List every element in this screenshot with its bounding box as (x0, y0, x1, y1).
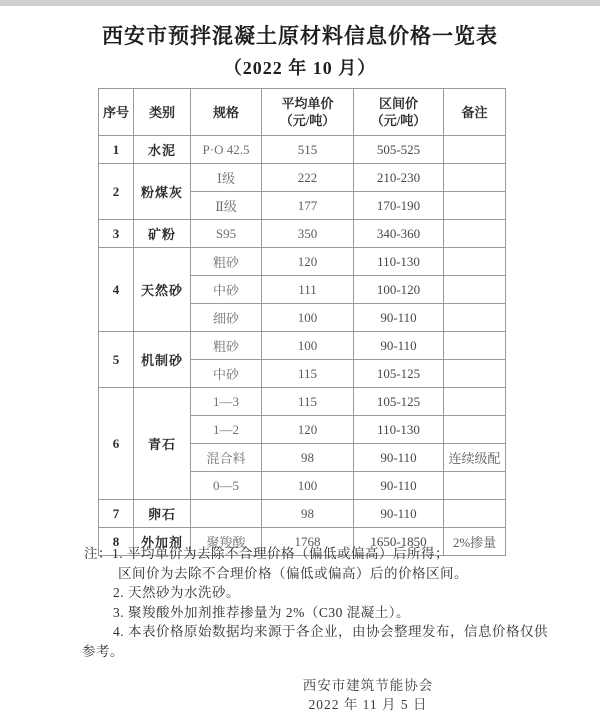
cell-serial-number: 5 (99, 332, 134, 388)
cell-remark (444, 192, 506, 220)
cell-specification: 混合料 (191, 444, 262, 472)
footnotes (80, 544, 548, 661)
cell-specification: 1—3 (191, 388, 262, 416)
cell-price-range: 110-130 (354, 416, 444, 444)
cell-remark (444, 500, 506, 528)
cell-specification: 聚羧酸 (191, 528, 262, 556)
cell-remark (444, 164, 506, 192)
table-row (99, 332, 506, 360)
cell-average-price: 120 (262, 248, 354, 276)
cell-category: 天然砂 (134, 248, 191, 332)
cell-price-range: 170-190 (354, 192, 444, 220)
cell-price-range: 100-120 (354, 276, 444, 304)
cell-specification: 中砂 (191, 276, 262, 304)
cell-category: 卵石 (134, 500, 191, 528)
cell-price-range: 90-110 (354, 444, 444, 472)
cell-specification: Ⅰ级 (191, 164, 262, 192)
column-header: 序号 (99, 89, 134, 136)
cell-specification: 细砂 (191, 304, 262, 332)
cell-average-price: 1768 (262, 528, 354, 556)
column-header: 区间价 （元/吨） (354, 89, 444, 136)
cell-remark (444, 276, 506, 304)
cell-category: 机制砂 (134, 332, 191, 388)
signature-block (258, 676, 478, 714)
issuing-organization: 西安市建筑节能协会 (302, 678, 434, 693)
cell-remark (444, 220, 506, 248)
column-header: 规格 (191, 89, 262, 136)
cell-specification: P·O 42.5 (191, 136, 262, 164)
cell-remark (444, 472, 506, 500)
cell-average-price: 98 (262, 500, 354, 528)
cell-specification: 粗砂 (191, 248, 262, 276)
cell-specification: 中砂 (191, 360, 262, 388)
cell-price-range: 90-110 (354, 500, 444, 528)
cell-average-price: 350 (262, 220, 354, 248)
cell-price-range: 340-360 (354, 220, 444, 248)
price-table (98, 88, 506, 556)
cell-specification: 0—5 (191, 472, 262, 500)
cell-average-price: 111 (262, 276, 354, 304)
cell-remark (444, 416, 506, 444)
cell-serial-number: 3 (99, 220, 134, 248)
table-row (99, 164, 506, 192)
cell-specification: 粗砂 (191, 332, 262, 360)
column-header: 平均单价 （元/吨） (262, 89, 354, 136)
footnote-line: 参考。 (82, 643, 124, 659)
table-row (99, 388, 506, 416)
cell-category: 粉煤灰 (134, 164, 191, 220)
cell-price-range: 210-230 (354, 164, 444, 192)
cell-average-price: 222 (262, 164, 354, 192)
cell-specification (191, 500, 262, 528)
cell-category: 青石 (134, 388, 191, 500)
cell-average-price: 120 (262, 416, 354, 444)
page-title: 西安市预拌混凝土原材料信息价格一览表 (102, 24, 498, 48)
cell-serial-number: 6 (99, 388, 134, 500)
cell-price-range: 90-110 (354, 332, 444, 360)
table-row (99, 136, 506, 164)
cell-specification: S95 (191, 220, 262, 248)
table-row (99, 500, 506, 528)
page-subtitle: （2022 年 10 月） (223, 58, 377, 78)
cell-category: 水泥 (134, 136, 191, 164)
column-header: 备注 (444, 89, 506, 136)
cell-average-price: 100 (262, 304, 354, 332)
cell-average-price: 515 (262, 136, 354, 164)
cell-serial-number: 1 (99, 136, 134, 164)
cell-serial-number: 4 (99, 248, 134, 332)
cell-serial-number: 7 (99, 500, 134, 528)
cell-remark: 2%掺量 (444, 528, 506, 556)
cell-average-price: 98 (262, 444, 354, 472)
cell-price-range: 110-130 (354, 248, 444, 276)
cell-specification: 1—2 (191, 416, 262, 444)
cell-remark (444, 360, 506, 388)
cell-remark (444, 248, 506, 276)
cell-average-price: 177 (262, 192, 354, 220)
cell-price-range: 105-125 (354, 360, 444, 388)
cell-remark (444, 304, 506, 332)
cell-specification: Ⅱ级 (191, 192, 262, 220)
cell-price-range: 90-110 (354, 472, 444, 500)
cell-average-price: 115 (262, 360, 354, 388)
table-row (99, 248, 506, 276)
column-header: 类别 (134, 89, 191, 136)
cell-remark (444, 136, 506, 164)
scan-edge-artifact (0, 0, 600, 6)
cell-price-range: 505-525 (354, 136, 444, 164)
price-table-header (99, 89, 506, 136)
price-table-body (99, 136, 506, 556)
footnote-line: 4. 本表价格原始数据均来源于各企业，由协会整理发布，信息价格仅供 (113, 624, 548, 639)
cell-remark: 连续级配 (444, 444, 506, 472)
cell-serial-number: 2 (99, 164, 134, 220)
footnote-line: 2. 天然砂为水洗砂。 (113, 585, 240, 600)
footnote-line: 3. 聚羧酸外加剂推荐掺量为 2%（C30 混凝土）。 (113, 604, 410, 620)
cell-price-range: 1650-1850 (354, 528, 444, 556)
cell-remark (444, 388, 506, 416)
cell-average-price: 115 (262, 388, 354, 416)
cell-category: 外加剂 (134, 528, 191, 556)
issue-date: 2022 年 11 月 5 日 (308, 697, 428, 712)
cell-serial-number: 8 (99, 528, 134, 556)
footnote-line: 区间价为去除不合理价格（偏低或偏高）后的价格区间。 (118, 565, 468, 581)
cell-price-range: 90-110 (354, 304, 444, 332)
cell-remark (444, 332, 506, 360)
cell-price-range: 105-125 (354, 388, 444, 416)
cell-average-price: 100 (262, 472, 354, 500)
cell-average-price: 100 (262, 332, 354, 360)
cell-category: 矿粉 (134, 220, 191, 248)
table-row (99, 220, 506, 248)
footnote-line: 注：1. 平均单价为去除不合理价格（偏低或偏高）后所得； (84, 546, 449, 561)
